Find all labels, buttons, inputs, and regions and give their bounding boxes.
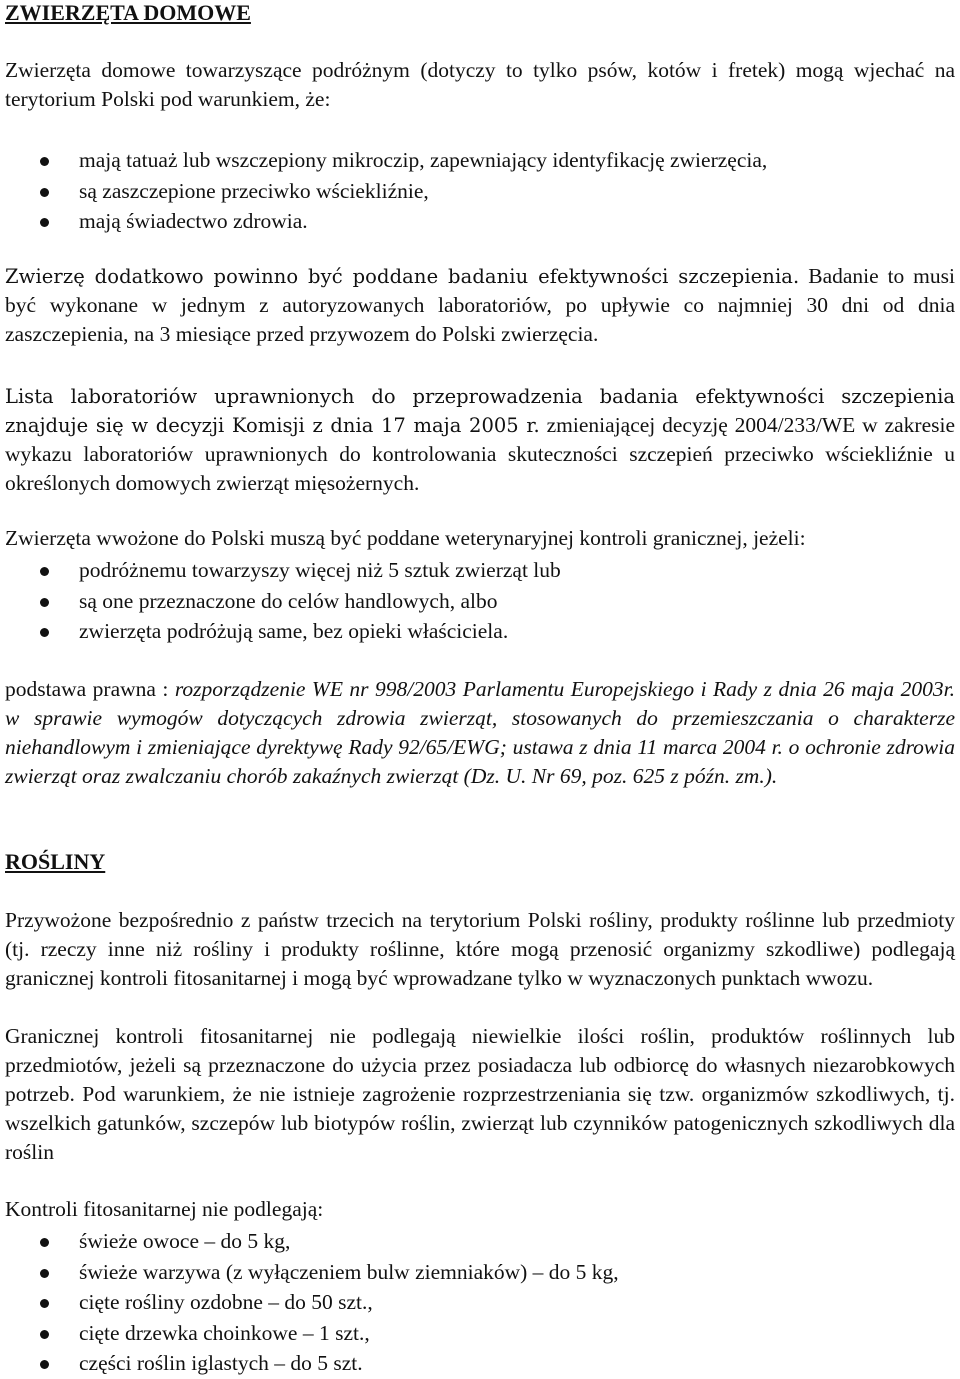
pets-conditions-list: [5, 145, 955, 237]
labs-details: zmieniającej decyzję 2004/233/WE w zakresie wykazu laboratoriów uprawnionych do kontrolowania skuteczności szczepień przeciwko wściekliźnie u określonych domowych zwierząt mięsożernych.: [5, 413, 955, 495]
plants-paragraph-2: Granicznej kontroli fitosanitarnej nie podlegają niewielkie ilości roślin, produktów roślinnych lub przedmiotów, jeżeli są przeznaczone do użycia przez posiadacza lub odbiorcę do własnych niezarobkowych potrzeb. Pod warunkiem, że nie istnieje zagrożenie rozprzestrzeniania się tzw. organizmów szkodliwych, tj. wszelkich gatunków, szczepów lub biotypów roślin, zwierząt lub czynników patogenicznych szkodliwych dla roślin: [5, 1024, 955, 1164]
list-item: świeże owoce – do 5 kg,: [5, 1226, 955, 1257]
list-item: części roślin iglastych – do 5 szt.: [5, 1348, 955, 1379]
legal-label: podstawa prawna :: [5, 677, 175, 701]
labs-paragraph: [5, 382, 955, 498]
list-item: cięte drzewka choinkowe – 1 szt.,: [5, 1318, 955, 1349]
plants-paragraph-1: Przywożone bezpośrednio z państw trzecich na terytorium Polski rośliny, produkty roślinne lub przedmioty (tj. rzeczy inne niż rośliny i produkty roślinne, które mogą przenosić organizmy szkodliwe) podlegają granicznej kontroli fitosanitarnej i mogą być wprowadzane tylko w wyznaczonych punktach wwozu.: [5, 908, 955, 990]
list-item: są one przeznaczone do celów handlowych, albo: [5, 586, 955, 617]
pets-intro: Zwierzęta domowe towarzyszące podróżnym (dotyczy to tylko psów, kotów i fretek) mogą wjechać na terytorium Polski pod warunkiem, że:: [5, 58, 955, 111]
heading-pets: ZWIERZĘTA DOMOWE: [5, 0, 251, 25]
labs-sentence: Lista laboratoriów uprawnionych do przeprowadzenia badania efektywności szczepienia znajduje się w decyzji Komisji z dnia 17 maja 2005 r.: [5, 385, 955, 437]
list-item: podróżnemu towarzyszy więcej niż 5 sztuk zwierząt lub: [5, 555, 955, 586]
exam-details: Badanie to musi być wykonane w jednym z autoryzowanych laboratoriów, po upływie co najmniej 30 dni od dnia zaszczepienia, na 3 miesiące przed przywozem do Polski zwierzęcia.: [5, 264, 955, 346]
list-item: świeże warzywa (z wyłączeniem bulw ziemniaków) – do 5 kg,: [5, 1257, 955, 1288]
list-item: mają tatuaż lub wszczepiony mikroczip, zapewniający identyfikację zwierzęcia,: [5, 145, 955, 176]
exam-paragraph: [5, 262, 955, 349]
vet-conditions-list: [5, 555, 955, 647]
list-item: mają świadectwo zdrowia.: [5, 206, 955, 237]
list-item: zwierzęta podróżują same, bez opieki właściciela.: [5, 616, 955, 647]
exempt-list: [5, 1226, 955, 1379]
heading-plants: ROŚLINY: [5, 849, 106, 874]
list-item: są zaszczepione przeciwko wściekliźnie,: [5, 176, 955, 207]
list-item: cięte rośliny ozdobne – do 50 szt.,: [5, 1287, 955, 1318]
exam-sentence: Zwierzę dodatkowo powinno być poddane badaniu efektywności szczepienia.: [5, 265, 800, 288]
exempt-intro: Kontroli fitosanitarnej nie podlegają:: [5, 1197, 324, 1221]
legal-text: rozporządzenie WE nr 998/2003 Parlamentu Europejskiego i Rady z dnia 26 maja 2003r. w sprawie wymogów dotyczących zdrowia zwierząt, stosowanych do przemieszczania o charakterze niehandlowym i zmieniające dyrektywę Rady 92/65/EWG; ustawa z dnia 11 marca 2004 r. o ochronie zdrowia zwierząt oraz zwalczaniu chorób zakaźnych zwierząt (Dz. U. Nr 69, poz. 625 z późn. zm.).: [5, 677, 955, 788]
legal-basis: [5, 675, 955, 791]
vet-intro: Zwierzęta wwożone do Polski muszą być poddane weterynaryjnej kontroli granicznej, jeżeli:: [5, 526, 806, 550]
